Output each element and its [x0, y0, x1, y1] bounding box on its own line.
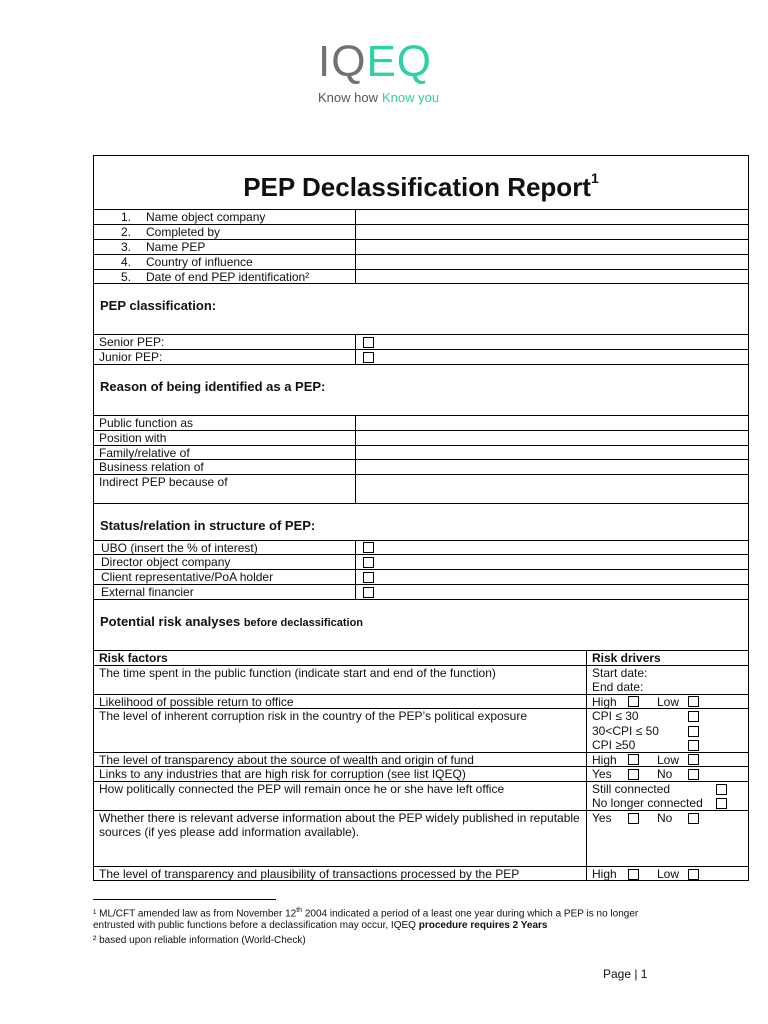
info-row: 1. Name object company [94, 209, 748, 224]
reason-row: Indirect PEP because of [94, 474, 748, 503]
reason-row: Business relation of [94, 459, 748, 474]
risk-row: Likelihood of possible return to office High Low [94, 694, 748, 708]
status-row: Client representative/PoA holder [94, 569, 748, 584]
country-of-influence-field[interactable] [356, 255, 748, 269]
footnote-divider [93, 899, 276, 900]
section-row [94, 503, 748, 540]
external-financier-checkbox[interactable] [363, 587, 374, 598]
return-low-checkbox[interactable] [688, 696, 699, 707]
end-date-field[interactable] [356, 270, 748, 283]
director-checkbox[interactable] [363, 557, 374, 568]
status-heading: Status/relation in structure of PEP: [100, 518, 316, 533]
client-representative-checkbox[interactable] [363, 572, 374, 583]
cpi-mid-checkbox[interactable] [688, 726, 699, 737]
junior-pep-checkbox[interactable] [363, 352, 374, 363]
risk-drivers-header: Risk drivers [592, 651, 661, 665]
logo-wordmark: IQEQ [318, 37, 433, 86]
risk-row: The level of inherent corruption risk in the country of the PEP’s political exposure CPI ≤ 30 30<CPI ≤ 50 CPI ≥50 [94, 708, 748, 752]
risk-row: Whether there is relevant adverse information about the PEP widely published in reputable sources (if yes please add information available). Yes No [94, 810, 748, 866]
indirect-pep-field[interactable] [356, 475, 748, 503]
risk-heading: Potential risk analyses before declassification [100, 614, 364, 629]
section-row [94, 364, 748, 415]
info-row: 2. Completed by [94, 224, 748, 239]
family-relative-field[interactable] [356, 446, 748, 459]
status-row: External financier [94, 584, 748, 599]
classification-row: Junior PEP: [94, 349, 748, 364]
risk-header-row [94, 650, 748, 665]
transactions-high-checkbox[interactable] [628, 869, 639, 880]
status-row: UBO (insert the % of interest) [94, 540, 748, 554]
business-relation-field[interactable] [356, 460, 748, 474]
classification-row: Senior PEP: [94, 334, 748, 349]
transparency-high-checkbox[interactable] [628, 754, 639, 765]
transparency-low-checkbox[interactable] [688, 754, 699, 765]
ubo-checkbox[interactable] [363, 542, 374, 553]
info-row: 4. Country of influence [94, 254, 748, 269]
footnote-2: ² based upon reliable information (World-Check) [93, 935, 306, 946]
cpi-low-checkbox[interactable] [688, 711, 699, 722]
transactions-low-checkbox[interactable] [688, 869, 699, 880]
pep-classification-heading: PEP classification: [100, 298, 217, 313]
name-pep-field[interactable] [356, 240, 748, 254]
risk-factors-header: Risk factors [94, 651, 587, 665]
industries-yes-checkbox[interactable] [628, 769, 639, 780]
report-title: PEP Declassification Report$^1$ [243, 170, 599, 202]
footnote-1: ¹ ML/CFT amended law as from November 12th 2004 indicated a period of a least one year during which a PEP is no longer entrusted with public functions before a declassification may occur, IQEQ procedure requires 2 Years [93, 907, 639, 932]
reason-row: Family/relative of [94, 445, 748, 459]
industries-no-checkbox[interactable] [688, 769, 699, 780]
adverse-yes-checkbox[interactable] [628, 813, 639, 824]
reason-heading: Reason of being identified as a PEP: [100, 379, 326, 394]
risk-row: The level of transparency about the source of wealth and origin of fund High Low [94, 752, 748, 766]
no-longer-connected-checkbox[interactable] [716, 798, 727, 809]
reason-row: Position with [94, 430, 748, 445]
senior-pep-checkbox[interactable] [363, 337, 374, 348]
info-row: 5. Date of end PEP identification² [94, 269, 748, 283]
section-row [94, 599, 748, 650]
status-row: Director object company [94, 554, 748, 569]
still-connected-checkbox[interactable] [716, 784, 727, 795]
adverse-no-checkbox[interactable] [688, 813, 699, 824]
reason-row: Public function as [94, 415, 748, 430]
report-form [93, 155, 749, 881]
risk-row: The time spent in the public function (indicate start and end of the function) Start date: End date: [94, 665, 748, 694]
position-with-field[interactable] [356, 431, 748, 445]
logo-tagline: Know how Know you [318, 90, 440, 105]
cpi-high-checkbox[interactable] [688, 740, 699, 751]
page-number: Page | 1 [603, 967, 648, 981]
info-row: 3. Name PEP [94, 239, 748, 254]
name-object-company-field[interactable] [356, 210, 748, 224]
section-row [94, 283, 748, 334]
public-function-field[interactable] [356, 416, 748, 430]
risk-row: How politically connected the PEP will remain once he or she have left office Still connected No longer connected [94, 781, 748, 810]
risk-row: The level of transparency and plausibility of transactions processed by the PEP High Low [94, 866, 748, 881]
risk-row: Links to any industries that are high risk for corruption (see list IQEQ) Yes No [94, 766, 748, 781]
company-logo [318, 37, 458, 105]
completed-by-field[interactable] [356, 225, 748, 239]
return-high-checkbox[interactable] [628, 696, 639, 707]
